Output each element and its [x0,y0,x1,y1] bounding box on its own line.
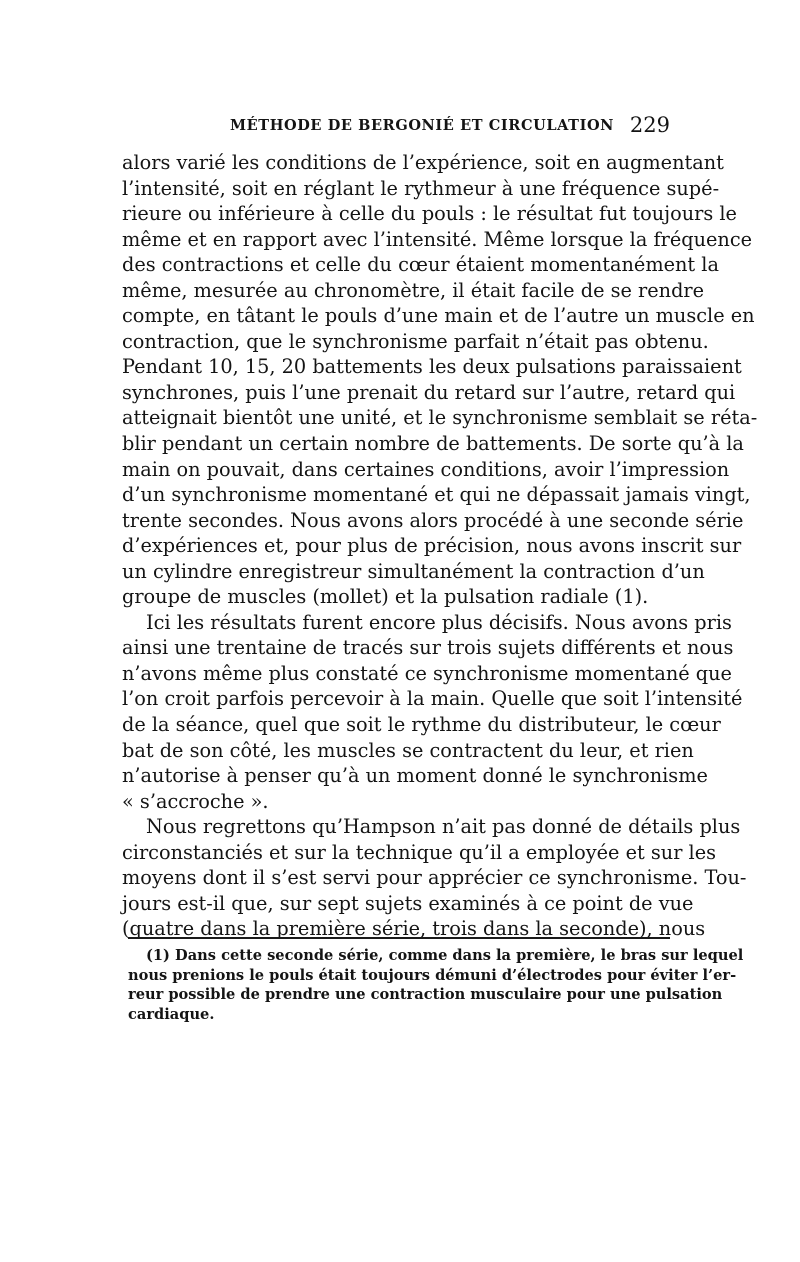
text-line: (quatre dans la première série, trois dans la seconde), nous [122,917,706,941]
text-line: même et en rapport avec l’intensité. Même lorsque la fréquence [122,227,753,251]
text-line: main on pouvait, dans certaines conditions, avoir l’impression [122,457,730,481]
footnote-line: (1) Dans cette seconde série, comme dans la première, le bras sur lequel [146,947,744,964]
paragraph-start-line: Nous regrettons qu’Hampson n’ait pas donné de détails plus [146,815,741,839]
text-line: trente secondes. Nous avons alors procédé à une seconde série [122,508,744,532]
footnote-line: cardiaque. [128,1005,215,1023]
text-line: moyens dont il s’est servi pour apprécier ce synchronisme. Tou- [122,866,747,890]
text-line: même, mesurée au chronomètre, il était facile de se rendre [122,278,705,302]
footnote-divider [128,937,670,939]
text-line: compte, en tâtant le pouls d’une main et de l’autre un muscle en [122,304,755,328]
text-line: l’on croit parfois percevoir à la main. Quelle que soit l’intensité [122,687,743,711]
paragraph-end-line: groupe de muscles (mollet) et la pulsation radiale (1). [122,585,649,609]
footnote-line: reur possible de prendre une contraction musculaire pour une pulsation [128,986,723,1003]
text-line: n’autorise à penser qu’à un moment donné le synchronisme [122,764,708,788]
page-number: 229 [629,113,670,137]
text-line: bat de son côté, les muscles se contractent du leur, et rien [122,738,694,762]
text-line: d’un synchronisme momentané et qui ne dépassait jamais vingt, [122,483,751,507]
text-line: alors varié les conditions de l’expérience, soit en augmentant [122,151,724,174]
paragraph-start-line: Ici les résultats furent encore plus décisifs. Nous avons pris [146,610,732,634]
running-head [122,113,670,139]
text-line: ainsi une trentaine de tracés sur trois sujets différents et nous [122,636,734,660]
text-line: de la séance, quel que soit le rythme du distributeur, le cœur [122,713,721,737]
running-title: MÉTHODE DE BERGONIÉ ET CIRCULATION [230,117,615,134]
text-line: rieure ou inférieure à celle du pouls : le résultat fut toujours le [122,202,737,226]
text-line: n’avons même plus constaté ce synchronisme momentané que [122,661,732,685]
footnote [128,946,744,1024]
body-text [122,150,758,942]
text-line: circonstanciés et sur la technique qu’il a employée et sur les [122,840,717,864]
text-line: l’intensité, soit en réglant le rythmeur à une fréquence supé- [122,176,720,200]
text-line: d’expériences et, pour plus de précision, nous avons inscrit sur [122,534,742,558]
text-line: atteignait bientôt une unité, et le synchronisme semblait se réta- [122,406,758,430]
text-line: un cylindre enregistreur simultanément la contraction d’un [122,559,705,583]
text-line: des contractions et celle du cœur étaient momentanément la [122,253,719,277]
text-line: contraction, que le synchronisme parfait n’était pas obtenu. [122,329,709,353]
text-line: Pendant 10, 15, 20 battements les deux pulsations paraissaient [122,355,742,379]
text-line: jours est-il que, sur sept sujets examinés à ce point de vue [122,891,694,915]
text-line: blir pendant un certain nombre de battements. De sorte qu’à la [122,432,744,456]
footnote-line: nous prenions le pouls était toujours démuni d’électrodes pour éviter l’er- [128,966,737,984]
paragraph-end-line: « s’accroche ». [122,789,269,813]
text-line: synchrones, puis l’une prenait du retard sur l’autre, retard qui [122,380,736,404]
